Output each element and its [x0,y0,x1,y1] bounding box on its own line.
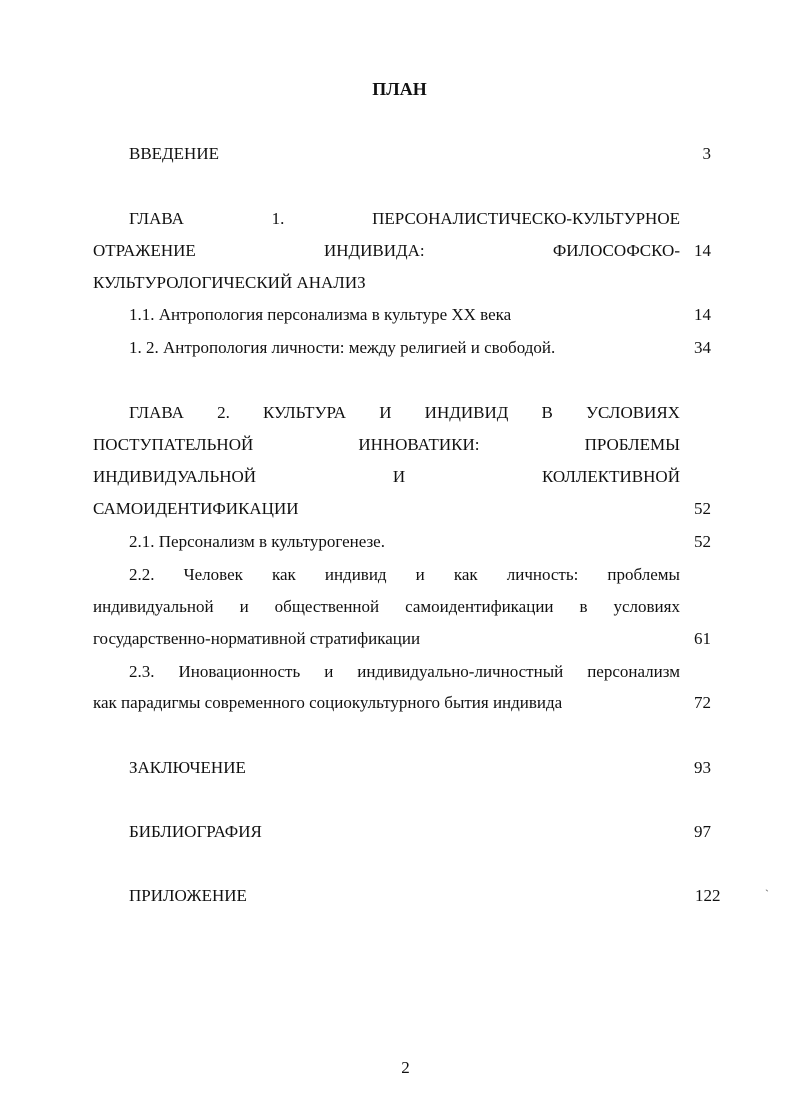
word: и [239,597,249,616]
word: персонализм [587,662,680,681]
section-2-2-line2 [93,597,680,617]
toc-section-2-3-page: 72 [694,693,711,712]
chapter1-line2 [93,241,680,261]
toc-section-1-1-page: 14 [694,305,711,324]
word: индивидуальной [93,597,214,616]
toc-section-2-2-page: 61 [694,629,711,648]
chapter1-page: 14 [694,241,711,260]
scan-mark: ˏ [765,878,769,892]
chapter2-line3 [93,467,680,487]
word: общественной [274,597,380,616]
word: в [579,597,588,616]
word: КОЛЛЕКТИВНОЙ [542,467,680,486]
word: ГЛАВА [129,209,184,228]
word: Иновационность [178,662,301,681]
word: и [324,662,334,681]
chapter2-line4: САМОИДЕНТИФИКАЦИИ [93,499,299,518]
word: ИНДИВИД [424,403,509,422]
section-2-3-line1 [129,662,680,682]
word: как [453,565,478,584]
word: ОТРАЖЕНИЕ [93,241,196,260]
word: индивид [324,565,387,584]
chapter2-line1 [129,403,680,423]
word: КУЛЬТУРА [262,403,347,422]
toc-conclusion-label: ЗАКЛЮЧЕНИЕ [129,758,246,777]
word: УСЛОВИЯХ [585,403,680,422]
word: 2.2. [129,565,155,584]
toc-section-1-1: 1.1. Антропология персонализма в культуре XX века [129,305,512,324]
word: как [271,565,296,584]
toc-section-1-2: 1. 2. Антропология личности: между религией и свободой. [129,338,556,357]
word: ИННОВАТИКИ: [358,435,480,454]
word: В [541,403,553,422]
toc-conclusion-page: 93 [694,758,711,777]
word: ПОСТУПАТЕЛЬНОЙ [93,435,254,454]
word: ПЕРСОНАЛИСТИЧЕСКО-КУЛЬТУРНОЕ [372,209,680,228]
chapter2-line2 [93,435,680,455]
word: проблемы [607,565,680,584]
toc-intro-label: ВВЕДЕНИЕ [129,144,219,163]
word: ИНДИВИДУАЛЬНОЙ [93,467,257,486]
section-2-2-line3: государственно-нормативной стратификации [93,629,421,648]
word: самоидентификации [405,597,554,616]
word: ИНДИВИДА: [323,241,425,260]
toc-section-1-2-page: 34 [694,338,711,357]
toc-section-2-1-page: 52 [694,532,711,551]
toc-appendix-page: 122 [695,886,721,905]
word: И [379,403,392,422]
word: 2.3. [129,662,155,681]
toc-bibliography-page: 97 [694,822,711,841]
word: 1. [271,209,285,228]
toc-appendix-label: ПРИЛОЖЕНИЕ [129,886,247,905]
toc-intro-page: 3 [702,144,711,163]
chapter1-line3: КУЛЬТУРОЛОГИЧЕСКИЙ АНАЛИЗ [93,273,366,292]
word: И [392,467,406,486]
page-number: 2 [401,1058,410,1077]
section-2-2-line1 [129,565,680,585]
toc-section-2-1: 2.1. Персонализм в культурогенезе. [129,532,385,551]
word: ПРОБЛЕМЫ [584,435,680,454]
word: и [415,565,425,584]
section-2-3-line2: как парадигмы современного социокультурного бытия индивида [93,693,563,712]
chapter1-line1 [129,209,680,229]
word: Человек [183,565,243,584]
word: индивидуально-личностный [357,662,564,681]
word: ГЛАВА [129,403,184,422]
word: условиях [613,597,680,616]
word: ФИЛОСОФСКО- [552,241,680,260]
chapter2-page: 52 [694,499,711,518]
word: личность: [506,565,579,584]
toc-bibliography-label: БИБЛИОГРАФИЯ [129,822,262,841]
word: 2. [217,403,230,422]
page-title: ПЛАН [372,79,427,99]
